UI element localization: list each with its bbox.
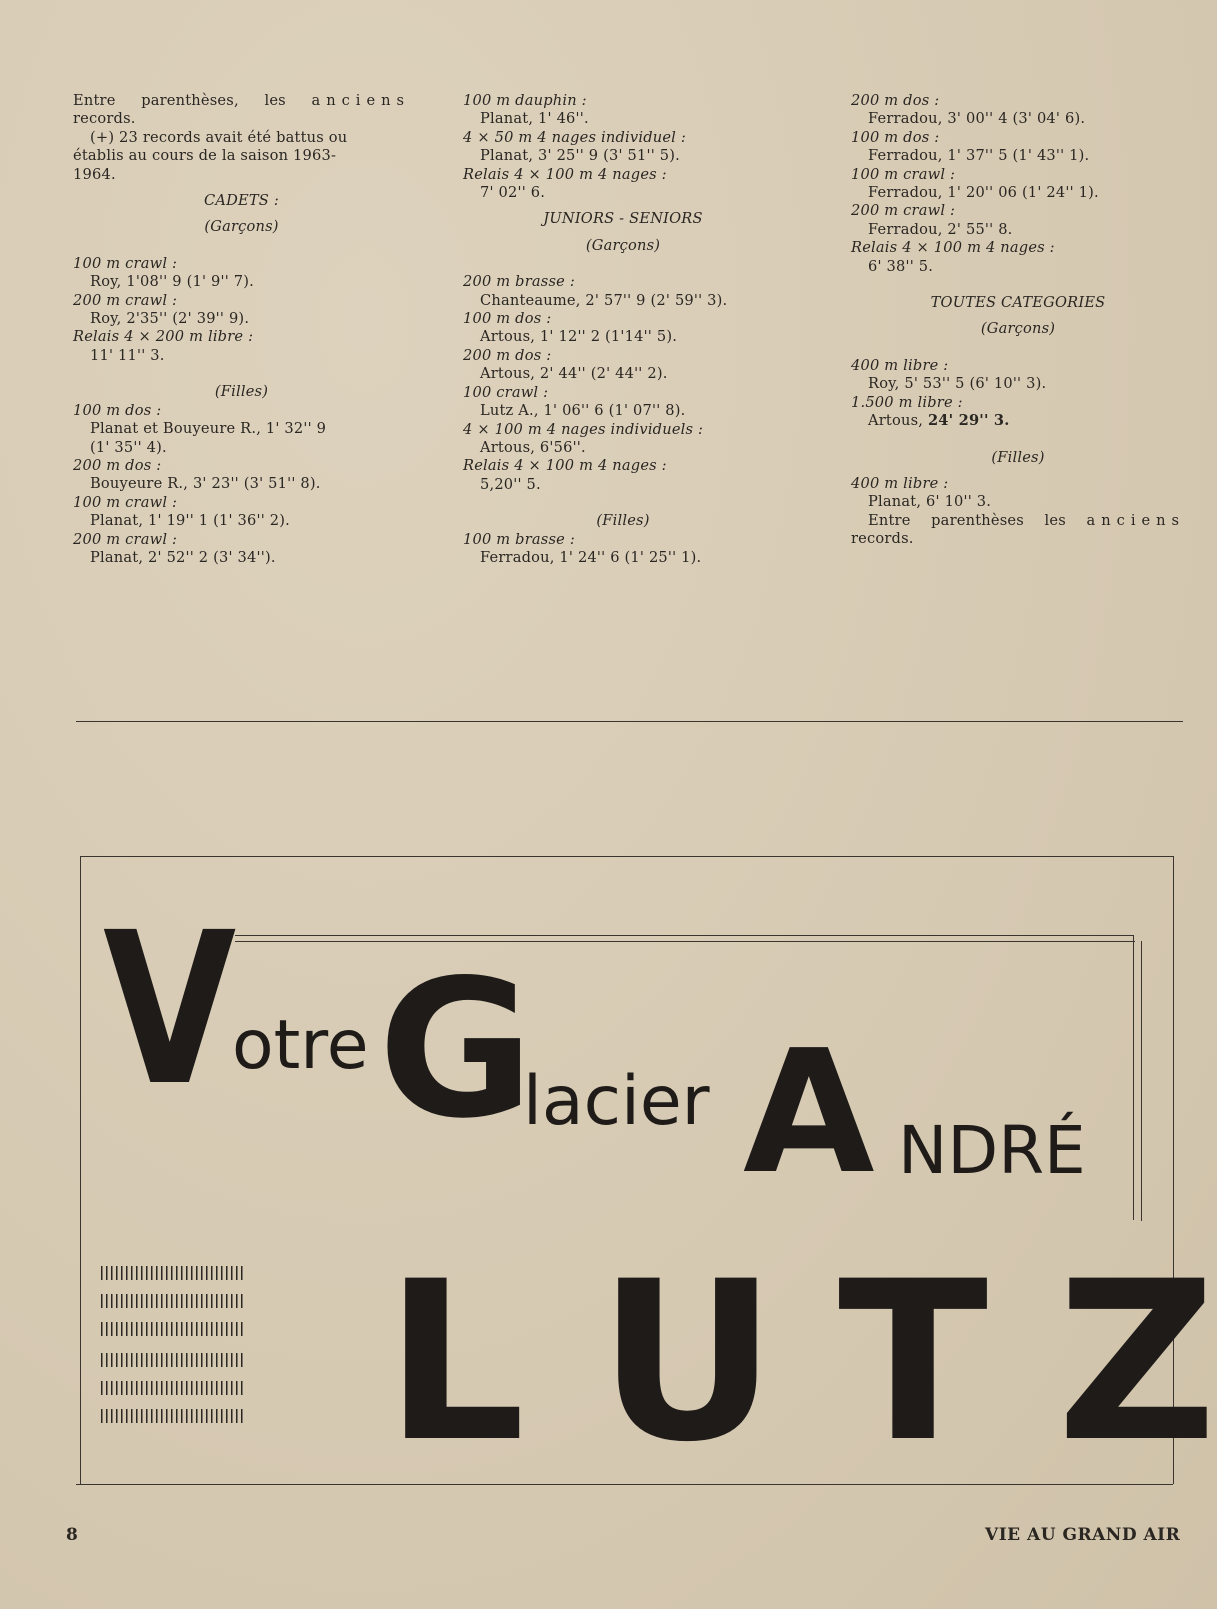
subsection-garcons: (Garçons) <box>204 218 279 236</box>
ad-frame-top <box>80 856 1173 857</box>
event-name: 100 m dauphin : <box>463 92 587 109</box>
event-result: 5,20'' 5. <box>480 475 541 493</box>
event-result <box>851 412 1185 430</box>
intro-line-end: anciens <box>311 92 410 109</box>
ad-frame-left <box>80 856 81 1484</box>
event-result: Roy, 2'35'' (2' 39'' 9). <box>90 310 250 328</box>
ad-lutz-letter-l: L <box>385 1234 526 1490</box>
event-name: 200 m dos : <box>73 456 162 474</box>
section-title-juniors-seniors: JUNIORS - SENIORS <box>543 210 703 228</box>
ad-inner-rule <box>235 941 1135 942</box>
ad-inner-rule <box>1141 941 1142 1221</box>
event-name: 100 m crawl : <box>73 254 178 272</box>
note-line: (+) 23 records avait été battus ou <box>90 128 348 146</box>
event-result: 11' 11'' 3. <box>90 346 165 364</box>
decorative-tick-row <box>101 1353 243 1367</box>
section-divider <box>76 721 1183 722</box>
section-title-toutes-categories: TOUTES CATEGORIES <box>930 294 1106 312</box>
results-column-3 <box>851 92 1185 549</box>
outro-text <box>851 512 1185 530</box>
ad-lutz-letter-u: U <box>598 1234 777 1490</box>
ad-word-otre: otre <box>232 1006 369 1085</box>
event-name: Relais 4 × 100 m 4 nages : <box>463 457 667 475</box>
event-result: Roy, 1'08'' 9 (1' 9'' 7). <box>90 273 255 291</box>
event-result: Lutz A., 1' 06'' 6 (1' 07'' 8). <box>480 402 686 420</box>
event-result: 7' 02'' 6. <box>480 184 546 202</box>
note-line: établis au cours de la saison 1963- <box>73 147 337 165</box>
event-result: 6' 38'' 5. <box>868 257 934 275</box>
event-result: Ferradou, 3' 00'' 4 (3' 04' 6). <box>868 110 1086 128</box>
event-result: Chanteaume, 2' 57'' 9 (2' 59'' 3). <box>480 291 728 309</box>
event-result-time: 24' 29'' 3. <box>927 412 1010 430</box>
event-name: Relais 4 × 100 m 4 nages : <box>851 239 1055 257</box>
outro-records: records. <box>851 530 914 548</box>
event-result-name: Artous, <box>868 412 924 430</box>
event-name: 100 m crawl : <box>73 493 178 511</box>
event-result: Planat, 2' 52'' 2 (3' 34''). <box>90 548 276 566</box>
event-result: Planat, 1' 46''. <box>480 110 589 128</box>
subsection-garcons: (Garçons) <box>980 320 1056 338</box>
decorative-tick-row <box>101 1322 243 1336</box>
event-name: 400 m libre : <box>851 356 949 374</box>
event-name: 400 m libre : <box>851 474 949 492</box>
intro-records: records. <box>73 110 136 128</box>
event-name: 100 m dos : <box>851 128 940 146</box>
note-line: 1964. <box>73 165 116 183</box>
ad-initial-v: V <box>103 887 237 1132</box>
outro-line-end: anciens <box>1086 511 1186 529</box>
magazine-title: VIE AU GRAND AIR <box>985 1525 1181 1545</box>
event-result: (1' 35'' 4). <box>90 438 167 456</box>
ad-initial-g: G <box>378 939 534 1160</box>
intro-text <box>73 92 410 110</box>
ad-inner-rule <box>1133 935 1134 1220</box>
event-name: 100 m brasse : <box>463 530 575 548</box>
event-name: 100 crawl : <box>463 383 549 401</box>
results-column-1 <box>73 92 410 567</box>
event-name: 100 m crawl : <box>851 165 956 183</box>
ad-initial-a: A <box>743 1014 875 1212</box>
outro-line: Entre parenthèses les <box>868 511 1066 529</box>
ad-inner-rule <box>235 935 1133 936</box>
event-name: Relais 4 × 100 m 4 nages : <box>463 165 667 183</box>
event-result: Bouyeure R., 3' 23'' (3' 51'' 8). <box>90 475 321 493</box>
section-title-cadets: CADETS : <box>204 192 279 210</box>
decorative-tick-row <box>101 1294 243 1308</box>
ad-word-ndre: NDRÉ <box>898 1112 1086 1189</box>
event-result: Planat, 6' 10'' 3. <box>868 493 992 511</box>
event-name: Relais 4 × 200 m libre : <box>73 328 254 346</box>
event-result: Planat et Bouyeure R., 1' 32'' 9 <box>90 420 327 438</box>
event-result: Ferradou, 2' 55'' 8. <box>868 220 1013 238</box>
page-number: 8 <box>66 1525 78 1545</box>
event-result: Ferradou, 1' 24'' 6 (1' 25'' 1). <box>480 548 702 566</box>
event-name: 4 × 100 m 4 nages individuels : <box>463 420 704 438</box>
event-name: 100 m dos : <box>463 310 552 328</box>
event-name: 200 m brasse : <box>463 273 575 291</box>
event-result: Ferradou, 1' 37'' 5 (1' 43'' 1). <box>868 147 1090 165</box>
event-name: 200 m crawl : <box>851 202 956 220</box>
subsection-garcons: (Garçons) <box>585 236 661 254</box>
event-result: Ferradou, 1' 20'' 06 (1' 24'' 1). <box>868 184 1099 202</box>
event-name: 200 m crawl : <box>73 530 178 548</box>
decorative-tick-row <box>101 1381 243 1395</box>
results-column-2 <box>463 92 783 567</box>
event-result: Artous, 6'56''. <box>480 438 586 456</box>
ad-lutz-letter-z: Z <box>1057 1234 1217 1490</box>
event-name: 200 m dos : <box>463 346 552 364</box>
event-result: Roy, 5' 53'' 5 (6' 10'' 3). <box>868 375 1047 393</box>
event-name: 100 m dos : <box>73 401 162 419</box>
event-result: Artous, 1' 12'' 2 (1'14'' 5). <box>480 328 678 346</box>
event-name: 4 × 50 m 4 nages individuel : <box>463 128 686 146</box>
ad-lutz-letter-t: T <box>838 1234 989 1490</box>
event-name: 200 m crawl : <box>73 291 178 309</box>
event-result: Planat, 3' 25'' 9 (3' 51'' 5). <box>480 147 681 165</box>
event-name: 1.500 m libre : <box>851 393 963 411</box>
subsection-filles: (Filles) <box>596 512 650 530</box>
subsection-filles: (Filles) <box>214 383 269 401</box>
event-name: 200 m dos : <box>851 92 940 109</box>
subsection-filles: (Filles) <box>991 448 1045 466</box>
event-result: Artous, 2' 44'' (2' 44'' 2). <box>480 365 668 383</box>
event-result: Planat, 1' 19'' 1 (1' 36'' 2). <box>90 512 291 530</box>
ad-word-lacier: lacier <box>523 1062 710 1141</box>
decorative-tick-row <box>101 1409 243 1423</box>
decorative-tick-row <box>101 1266 243 1280</box>
intro-line: Entre parenthèses, les <box>73 92 286 109</box>
